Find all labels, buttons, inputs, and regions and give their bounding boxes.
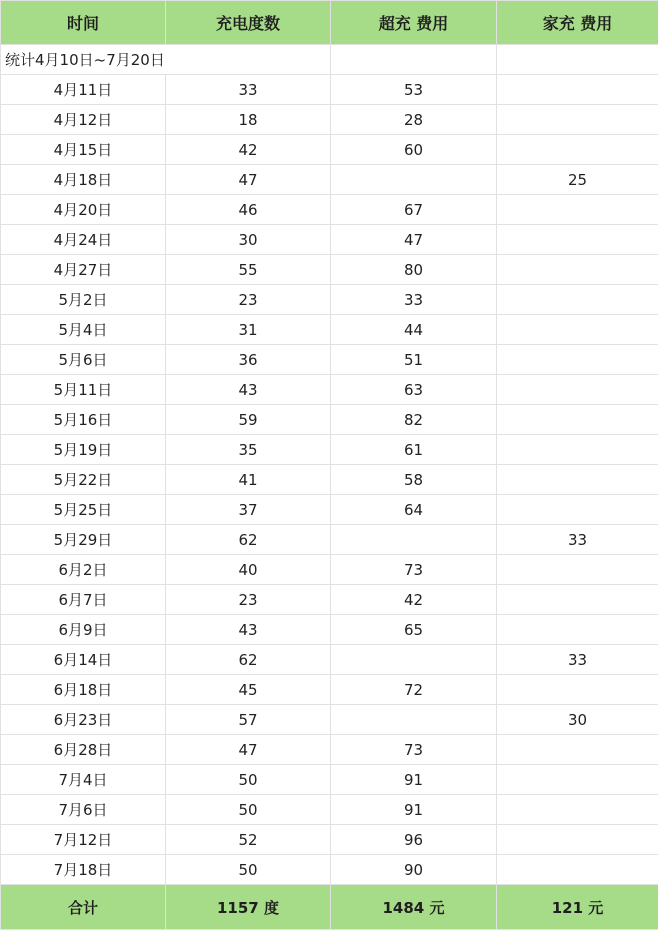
period-note-row (1, 45, 658, 75)
row-supercharge-cost: 72 (331, 675, 497, 705)
row-supercharge-cost: 64 (331, 495, 497, 525)
row-supercharge-cost: 63 (331, 375, 497, 405)
table-row (1, 435, 658, 465)
row-kwh: 23 (166, 585, 331, 615)
table-row (1, 405, 658, 435)
row-kwh: 62 (166, 525, 331, 555)
row-supercharge-cost: 28 (331, 105, 497, 135)
row-supercharge-cost: 90 (331, 855, 497, 885)
row-date: 6月2日 (1, 555, 166, 585)
row-date: 7月6日 (1, 795, 166, 825)
row-home-charge-cost (497, 225, 658, 255)
row-date: 7月4日 (1, 765, 166, 795)
row-kwh: 50 (166, 795, 331, 825)
row-home-charge-cost (497, 105, 658, 135)
row-home-charge-cost: 30 (497, 705, 658, 735)
row-date: 4月18日 (1, 165, 166, 195)
row-kwh: 41 (166, 465, 331, 495)
row-home-charge-cost: 33 (497, 645, 658, 675)
row-home-charge-cost (497, 375, 658, 405)
row-supercharge-cost: 61 (331, 435, 497, 465)
table-row (1, 645, 658, 675)
header-date: 时间 (1, 1, 166, 45)
row-home-charge-cost (497, 795, 658, 825)
row-kwh: 35 (166, 435, 331, 465)
row-kwh: 36 (166, 345, 331, 375)
table-row (1, 825, 658, 855)
table-row (1, 525, 658, 555)
row-supercharge-cost (331, 525, 497, 555)
row-home-charge-cost (497, 495, 658, 525)
row-home-charge-cost (497, 345, 658, 375)
row-home-charge-cost (497, 465, 658, 495)
row-date: 4月12日 (1, 105, 166, 135)
period-note-empty-cell (497, 45, 658, 75)
row-supercharge-cost (331, 645, 497, 675)
table-row (1, 225, 658, 255)
table-row (1, 675, 658, 705)
row-kwh: 43 (166, 375, 331, 405)
row-date: 5月4日 (1, 315, 166, 345)
row-date: 6月18日 (1, 675, 166, 705)
row-date: 5月29日 (1, 525, 166, 555)
totals-supercharge-cost: 1484 元 (331, 885, 497, 930)
row-supercharge-cost: 44 (331, 315, 497, 345)
row-kwh: 37 (166, 495, 331, 525)
row-supercharge-cost: 58 (331, 465, 497, 495)
row-date: 7月12日 (1, 825, 166, 855)
row-kwh: 47 (166, 165, 331, 195)
row-supercharge-cost: 51 (331, 345, 497, 375)
table-row (1, 495, 658, 525)
row-kwh: 50 (166, 765, 331, 795)
row-home-charge-cost (497, 735, 658, 765)
row-date: 4月27日 (1, 255, 166, 285)
row-kwh: 30 (166, 225, 331, 255)
row-kwh: 31 (166, 315, 331, 345)
row-date: 5月11日 (1, 375, 166, 405)
row-supercharge-cost: 53 (331, 75, 497, 105)
row-home-charge-cost (497, 585, 658, 615)
row-supercharge-cost: 47 (331, 225, 497, 255)
row-kwh: 50 (166, 855, 331, 885)
header-row (1, 1, 658, 45)
row-date: 5月25日 (1, 495, 166, 525)
row-kwh: 33 (166, 75, 331, 105)
row-kwh: 42 (166, 135, 331, 165)
table-row (1, 285, 658, 315)
totals-label: 合计 (1, 885, 166, 930)
row-date: 6月14日 (1, 645, 166, 675)
row-home-charge-cost (497, 405, 658, 435)
row-home-charge-cost (497, 675, 658, 705)
row-home-charge-cost (497, 75, 658, 105)
row-kwh: 18 (166, 105, 331, 135)
row-supercharge-cost: 67 (331, 195, 497, 225)
row-supercharge-cost: 82 (331, 405, 497, 435)
table-row (1, 105, 658, 135)
header-kwh: 充电度数 (166, 1, 331, 45)
row-home-charge-cost (497, 615, 658, 645)
row-home-charge-cost: 25 (497, 165, 658, 195)
row-supercharge-cost: 91 (331, 795, 497, 825)
row-kwh: 55 (166, 255, 331, 285)
row-supercharge-cost: 80 (331, 255, 497, 285)
table-row (1, 255, 658, 285)
row-supercharge-cost (331, 705, 497, 735)
row-home-charge-cost: 33 (497, 525, 658, 555)
row-date: 6月28日 (1, 735, 166, 765)
row-date: 4月20日 (1, 195, 166, 225)
row-supercharge-cost: 73 (331, 735, 497, 765)
row-home-charge-cost (497, 435, 658, 465)
table-row (1, 465, 658, 495)
table-row (1, 765, 658, 795)
table-row (1, 795, 658, 825)
period-note: 统计4月10日~7月20日 (1, 45, 331, 75)
table-row (1, 555, 658, 585)
row-kwh: 40 (166, 555, 331, 585)
table-row (1, 375, 658, 405)
table-row (1, 165, 658, 195)
row-supercharge-cost: 96 (331, 825, 497, 855)
row-date: 5月6日 (1, 345, 166, 375)
row-kwh: 62 (166, 645, 331, 675)
row-home-charge-cost (497, 135, 658, 165)
row-kwh: 46 (166, 195, 331, 225)
row-date: 5月22日 (1, 465, 166, 495)
row-home-charge-cost (497, 285, 658, 315)
row-supercharge-cost: 91 (331, 765, 497, 795)
row-date: 4月11日 (1, 75, 166, 105)
row-home-charge-cost (497, 855, 658, 885)
row-date: 5月2日 (1, 285, 166, 315)
table-row (1, 585, 658, 615)
row-home-charge-cost (497, 555, 658, 585)
row-date: 4月24日 (1, 225, 166, 255)
row-home-charge-cost (497, 255, 658, 285)
header-supercharge-cost: 超充 费用 (331, 1, 497, 45)
row-date: 6月7日 (1, 585, 166, 615)
row-date: 5月19日 (1, 435, 166, 465)
row-home-charge-cost (497, 825, 658, 855)
row-supercharge-cost: 42 (331, 585, 497, 615)
row-supercharge-cost: 33 (331, 285, 497, 315)
table-row (1, 705, 658, 735)
table-row (1, 315, 658, 345)
row-kwh: 47 (166, 735, 331, 765)
row-supercharge-cost: 60 (331, 135, 497, 165)
period-note-empty-cell (331, 45, 497, 75)
totals-kwh: 1157 度 (166, 885, 331, 930)
row-date: 5月16日 (1, 405, 166, 435)
row-supercharge-cost: 65 (331, 615, 497, 645)
row-kwh: 43 (166, 615, 331, 645)
row-supercharge-cost: 73 (331, 555, 497, 585)
table-row (1, 615, 658, 645)
row-supercharge-cost (331, 165, 497, 195)
row-home-charge-cost (497, 765, 658, 795)
row-kwh: 52 (166, 825, 331, 855)
row-kwh: 57 (166, 705, 331, 735)
table-row (1, 75, 658, 105)
totals-row (1, 885, 658, 930)
row-date: 7月18日 (1, 855, 166, 885)
row-home-charge-cost (497, 195, 658, 225)
row-kwh: 59 (166, 405, 331, 435)
row-date: 6月9日 (1, 615, 166, 645)
row-kwh: 45 (166, 675, 331, 705)
totals-home-charge-cost: 121 元 (497, 885, 658, 930)
table-row (1, 135, 658, 165)
table-row (1, 195, 658, 225)
row-date: 6月23日 (1, 705, 166, 735)
table-row (1, 855, 658, 885)
table-row (1, 345, 658, 375)
row-kwh: 23 (166, 285, 331, 315)
row-home-charge-cost (497, 315, 658, 345)
table-row (1, 735, 658, 765)
header-home-charge-cost: 家充 费用 (497, 1, 658, 45)
row-date: 4月15日 (1, 135, 166, 165)
